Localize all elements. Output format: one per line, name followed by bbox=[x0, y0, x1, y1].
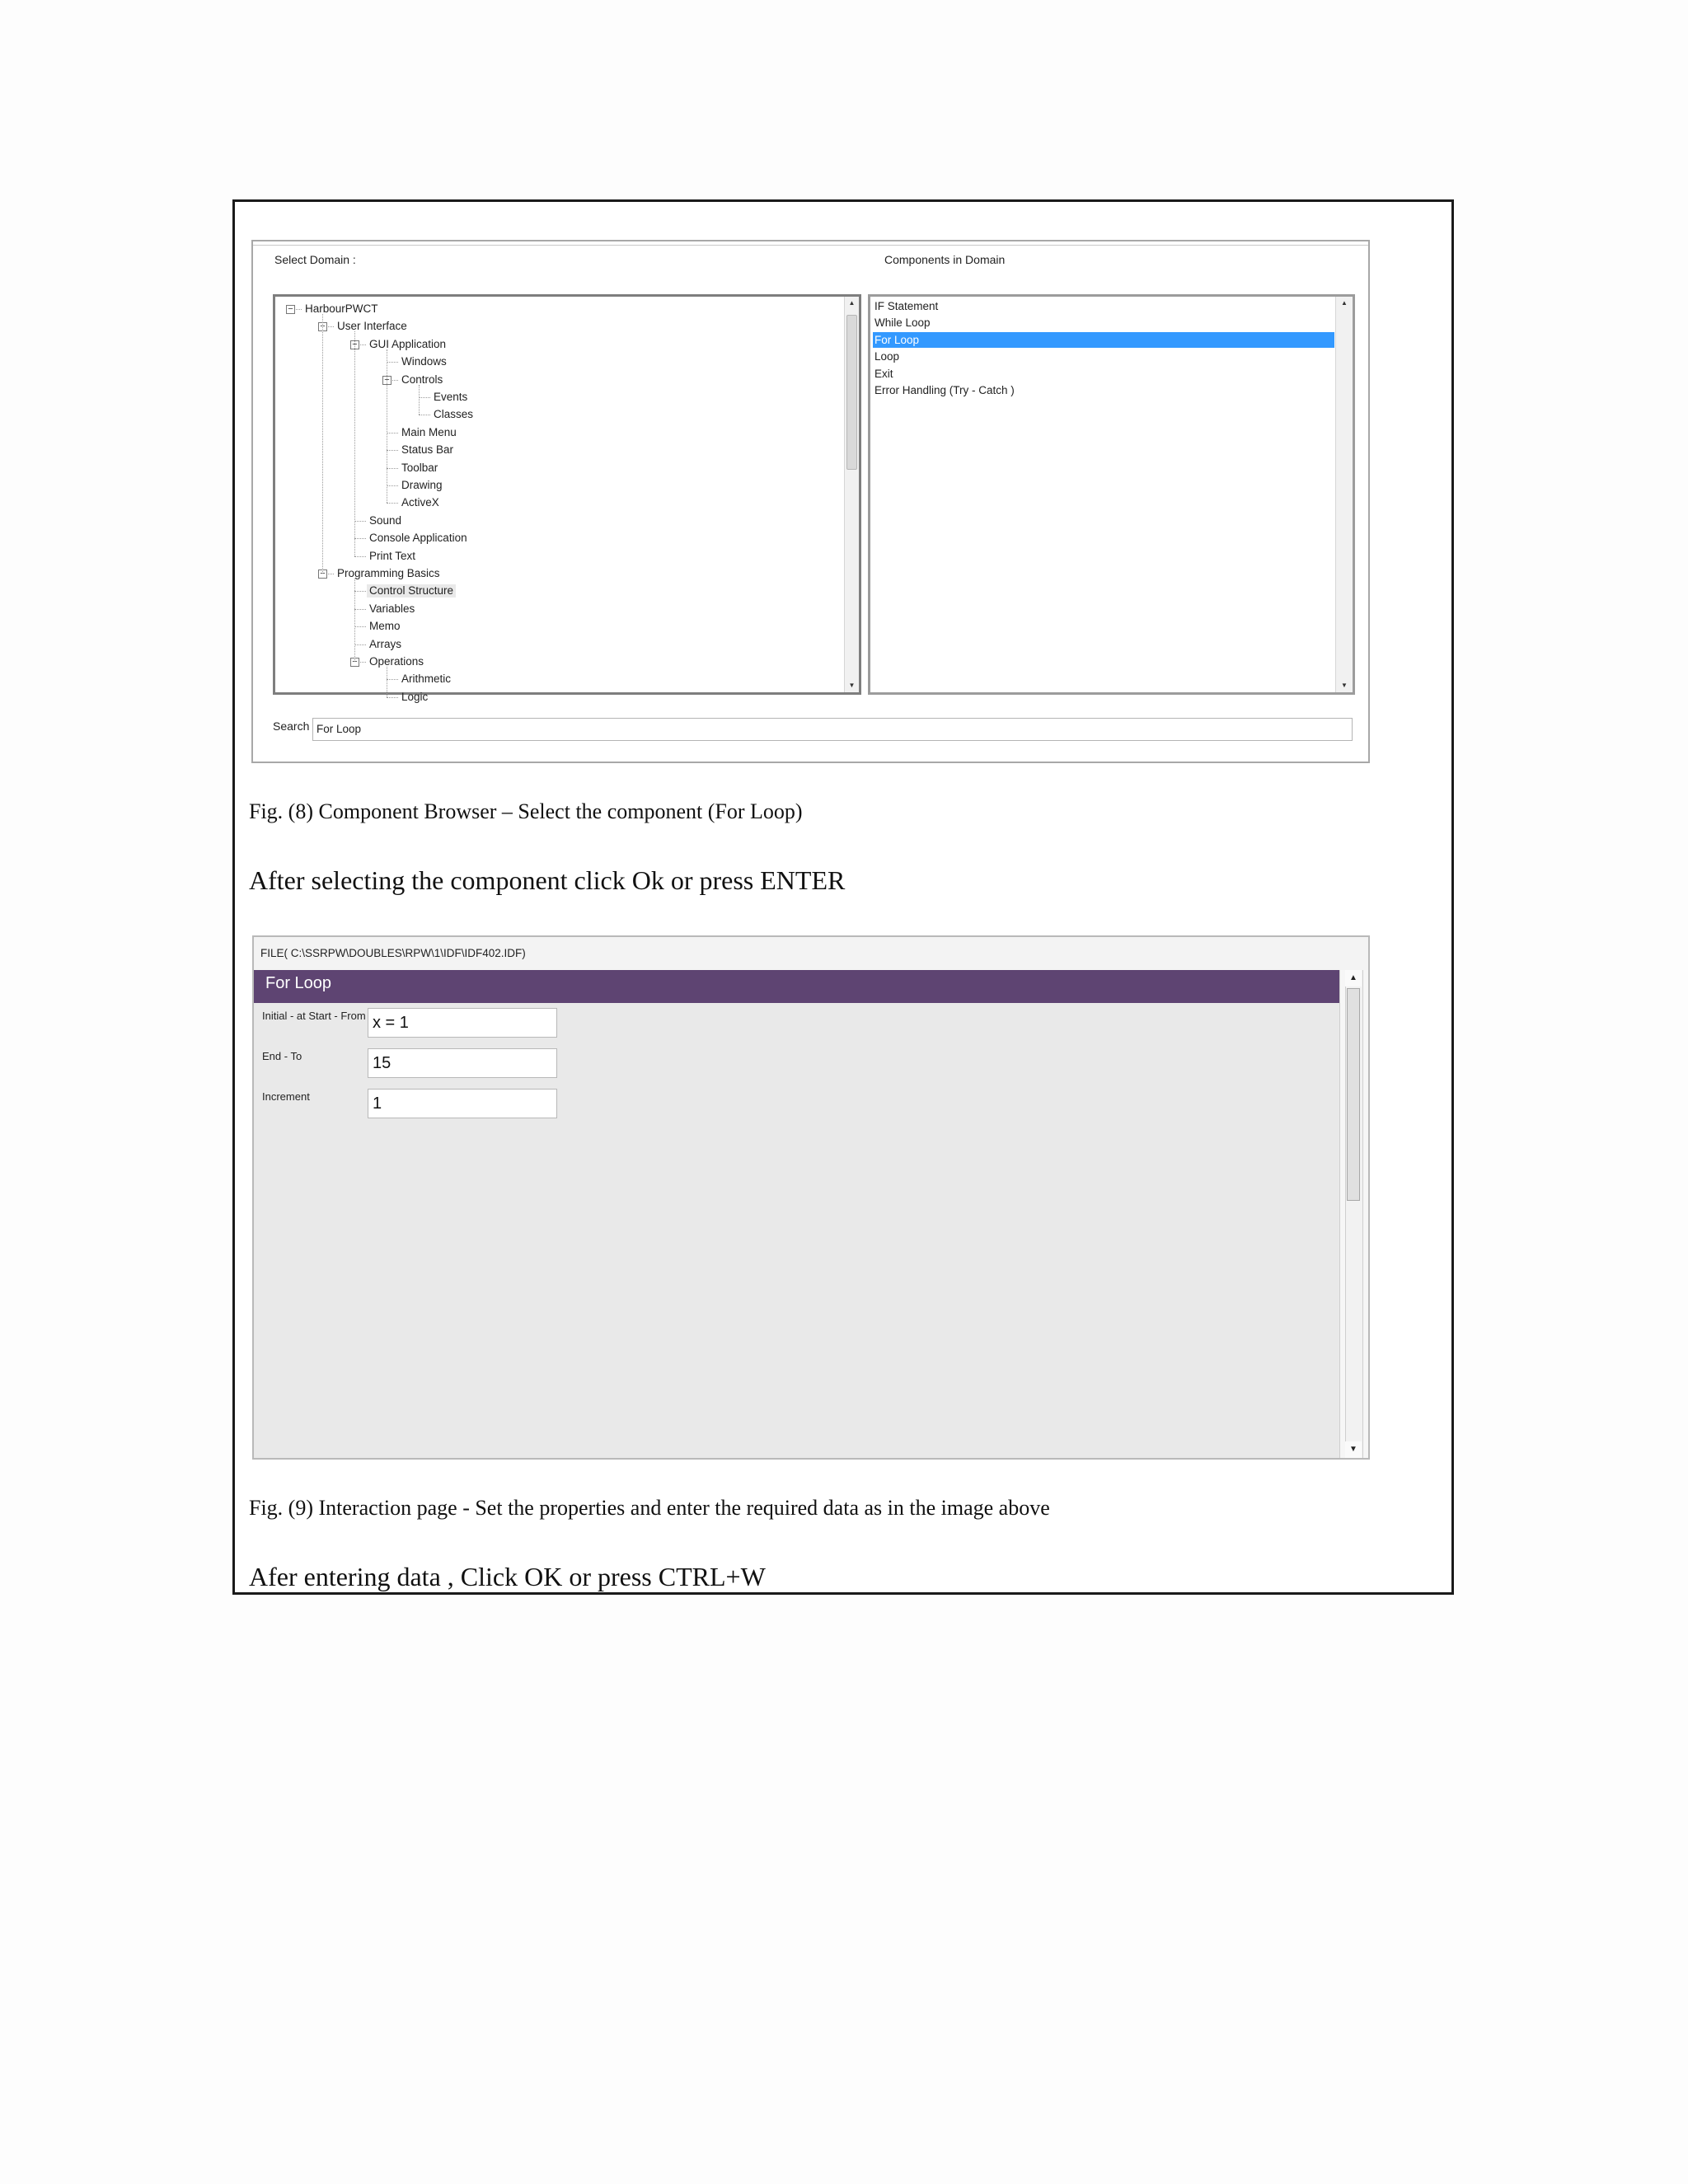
tree-item[interactable]: Sound bbox=[369, 513, 402, 527]
interaction-page-window bbox=[252, 935, 1370, 1460]
domain-tree[interactable] bbox=[273, 294, 861, 703]
tree-connector bbox=[387, 433, 398, 434]
scroll-down-arrow-icon[interactable]: ▼ bbox=[848, 682, 856, 689]
tree-item[interactable]: ActiveX bbox=[401, 496, 439, 509]
tree-connector bbox=[387, 362, 398, 363]
collapse-toggle-icon[interactable]: − bbox=[350, 658, 359, 667]
collapse-toggle-icon[interactable]: − bbox=[382, 376, 392, 385]
tree-connector bbox=[354, 521, 366, 522]
end-to-input[interactable]: 15 bbox=[368, 1048, 557, 1078]
tree-guide-line bbox=[354, 579, 355, 662]
interaction-form bbox=[254, 1003, 1340, 1458]
scroll-up-arrow-icon[interactable]: ▲ bbox=[1341, 299, 1348, 307]
increment-input[interactable]: 1 bbox=[368, 1089, 557, 1118]
component-list-item[interactable]: For Loop bbox=[873, 332, 1334, 348]
tree-connector bbox=[387, 503, 398, 504]
tree-item[interactable]: Classes bbox=[434, 408, 474, 421]
tree-item[interactable]: Drawing bbox=[401, 479, 443, 491]
tree-item[interactable]: Console Application bbox=[369, 532, 467, 545]
scroll-down-arrow-icon[interactable]: ▼ bbox=[1341, 682, 1348, 689]
tree-guide-line bbox=[354, 331, 355, 555]
initial-from-label: Initial - at Start - From bbox=[262, 1010, 366, 1022]
scroll-thumb[interactable] bbox=[846, 315, 857, 470]
tree-connector bbox=[354, 556, 366, 557]
component-list-item[interactable]: Error Handling (Try - Catch ) bbox=[874, 384, 1015, 396]
tree-item[interactable]: Memo bbox=[369, 620, 401, 633]
tree-connector bbox=[354, 609, 366, 610]
tree-guide-line bbox=[419, 385, 420, 415]
tree-connector bbox=[387, 697, 398, 698]
tree-item[interactable]: Events bbox=[434, 391, 468, 403]
components-list[interactable] bbox=[868, 294, 1355, 695]
instruction-enter-data: Afer entering data , Click OK or press CTRL+W bbox=[249, 1562, 766, 1591]
tree-item[interactable]: Status Bar bbox=[401, 443, 454, 457]
increment-label: Increment bbox=[262, 1090, 310, 1103]
components-in-domain-label: Components in Domain bbox=[884, 253, 1006, 266]
tree-item[interactable]: GUI Application bbox=[369, 337, 447, 350]
tree-guide-line bbox=[322, 314, 323, 574]
tree-item[interactable]: Windows bbox=[401, 355, 447, 368]
select-domain-label: Select Domain : bbox=[274, 253, 356, 266]
window-top-edge bbox=[253, 241, 1368, 246]
component-browser-window bbox=[251, 240, 1370, 763]
scroll-up-arrow-icon[interactable]: ▲ bbox=[1345, 970, 1362, 987]
tree-item[interactable]: User Interface bbox=[337, 320, 407, 333]
tree-scrollbar[interactable] bbox=[844, 297, 859, 692]
component-list-item[interactable]: While Loop bbox=[874, 316, 931, 330]
tree-item[interactable]: Print Text bbox=[369, 549, 416, 562]
tree-connector bbox=[354, 538, 366, 539]
tree-item[interactable]: HarbourPWCT bbox=[305, 302, 378, 315]
tree-item[interactable]: Programming Basics bbox=[337, 567, 440, 579]
collapse-toggle-icon[interactable]: − bbox=[318, 569, 327, 579]
search-input[interactable]: For Loop bbox=[312, 718, 1353, 741]
tree-item[interactable]: Logic bbox=[401, 690, 429, 703]
search-label: Search bbox=[273, 719, 310, 733]
initial-from-input[interactable]: x = 1 bbox=[368, 1008, 557, 1038]
tree-item[interactable]: Main Menu bbox=[401, 425, 457, 438]
collapse-toggle-icon[interactable]: − bbox=[286, 305, 295, 314]
file-title-bar: FILE( C:\SSRPW\DOUBLES\RPW\1\IDF\IDF402.IDF) bbox=[254, 937, 1368, 971]
tree-item[interactable]: Control Structure bbox=[367, 584, 456, 598]
collapse-toggle-icon[interactable]: − bbox=[350, 340, 359, 349]
collapse-toggle-icon[interactable]: − bbox=[318, 322, 327, 331]
scroll-thumb[interactable] bbox=[1347, 988, 1360, 1201]
tree-connector bbox=[387, 450, 398, 451]
tree-connector bbox=[354, 591, 366, 592]
components-scrollbar[interactable] bbox=[1335, 297, 1353, 692]
tree-item[interactable]: Operations bbox=[369, 655, 424, 668]
page-scrollbar[interactable] bbox=[1339, 970, 1368, 1458]
scroll-down-arrow-icon[interactable]: ▼ bbox=[1345, 1441, 1362, 1458]
tree-connector bbox=[387, 485, 398, 486]
tree-item[interactable]: Arrays bbox=[369, 637, 402, 650]
tree-item[interactable]: Controls bbox=[401, 373, 443, 386]
component-list-item[interactable]: Loop bbox=[874, 350, 900, 363]
tree-item[interactable]: Toolbar bbox=[401, 461, 438, 474]
fig9-caption: Fig. (9) Interaction page - Set the properties and enter the required data as in the image above bbox=[249, 1496, 1050, 1520]
tree-connector bbox=[354, 644, 366, 645]
tree-item[interactable]: Variables bbox=[369, 602, 415, 615]
tree-item[interactable]: Arithmetic bbox=[401, 673, 452, 686]
tree-connector bbox=[419, 397, 430, 398]
component-list-item[interactable]: Exit bbox=[874, 367, 893, 380]
fig8-caption: Fig. (8) Component Browser – Select the component (For Loop) bbox=[249, 799, 803, 823]
component-list-item[interactable]: IF Statement bbox=[874, 300, 939, 312]
end-to-label: End - To bbox=[262, 1050, 302, 1062]
instruction-select-component: After selecting the component click Ok or press ENTER bbox=[249, 865, 846, 895]
tree-connector bbox=[354, 626, 366, 627]
tree-connector bbox=[387, 468, 398, 469]
for-loop-header: For Loop bbox=[254, 970, 1340, 1003]
tree-connector bbox=[387, 679, 398, 680]
scroll-up-arrow-icon[interactable]: ▲ bbox=[848, 299, 856, 307]
